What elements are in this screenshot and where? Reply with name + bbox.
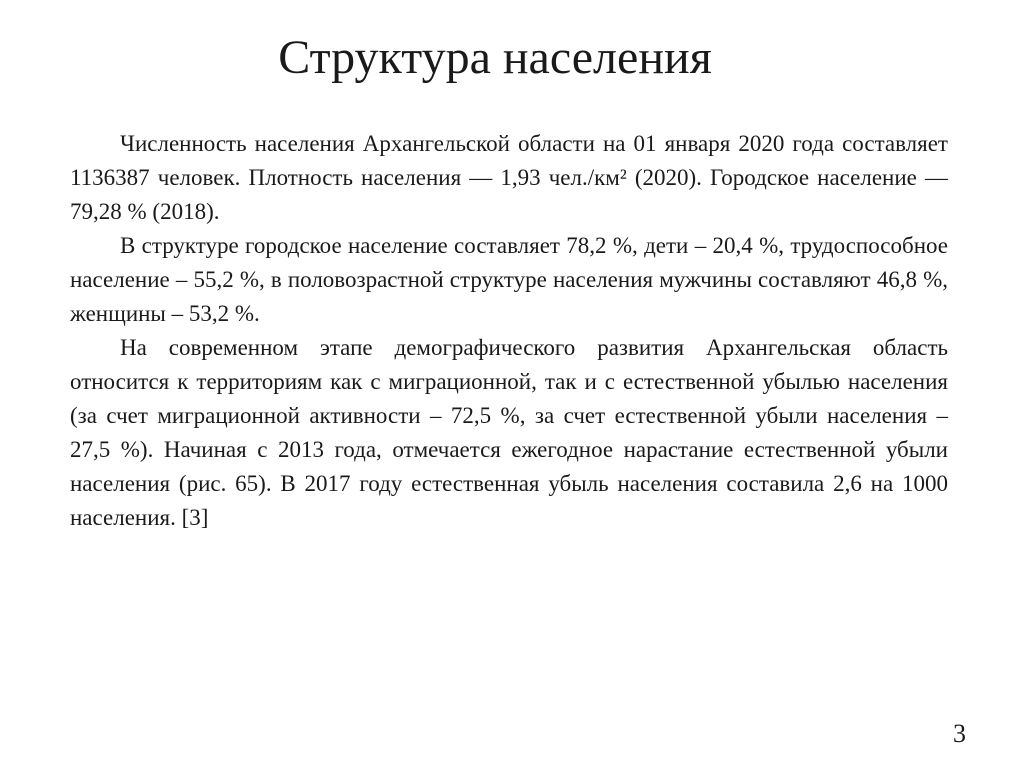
page-number: 3	[953, 719, 966, 748]
paragraph-population: Численность населения Архангельской области на 01 января 2020 года составляет 1136387 человек. Плотность населения — 1,93 чел./км² (2020). Городское население — 79,28 % (2018).	[70, 131, 948, 224]
body-text	[70, 127, 948, 535]
paragraph-demographics: На современном этапе демографического развития Архангельская область относится к территориям как с миграционной, так и с естественной убылью населения (за счет миграционной активности – 72,5 %, за счет естественной убыли населения – 27,5 %). Начиная с 2013 года, отмечается ежегодное нарастание естественной убыли населения (рис. 65). В 2017 году естественная убыль населения составила 2,6 на 1000 населения. [3]	[70, 335, 948, 530]
paragraph-structure: В структуре городское население составляет 78,2 %, дети – 20,4 %, трудоспособное население – 55,2 %, в половозрастной структуре населения мужчины составляют 46,8 %, женщины – 53,2 %.	[70, 233, 948, 326]
slide-title: Структура населения	[278, 31, 712, 84]
